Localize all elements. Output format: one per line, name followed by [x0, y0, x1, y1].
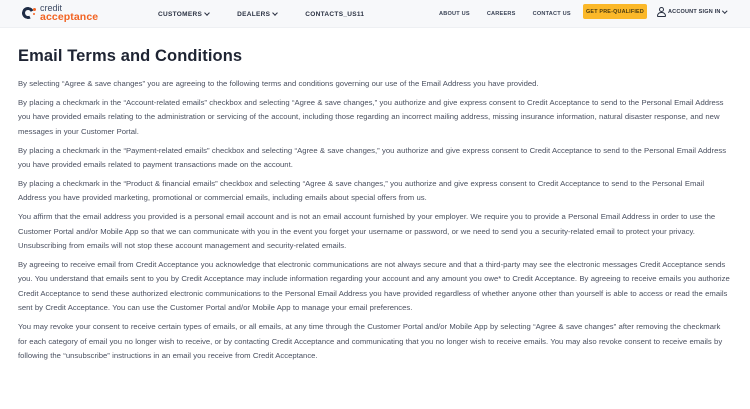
paragraph-payment-emails: By placing a checkmark in the “Payment-related emails” checkbox and selecting “Agree & save changes,” you authorize and give express consent to Credit Acceptance to send to the Personal Email Address you have provided emails related to payment transactions made on the account.	[18, 145, 727, 170]
account-sign-in-label: ACCOUNT SIGN IN	[668, 8, 721, 15]
account-sign-in-button[interactable]	[657, 4, 726, 19]
logo-text-acceptance: acceptance	[40, 11, 99, 23]
page-title: Email Terms and Conditions	[18, 47, 243, 65]
get-pre-qualified-button[interactable]: GET PRE-QUALIFIED	[583, 4, 647, 19]
credit-acceptance-logo[interactable]	[22, 4, 98, 21]
paragraph-intro: By selecting “Agree & save changes” you are agreeing to the following terms and conditions governing our use of the Email Address you have provided.	[18, 79, 539, 88]
chevron-down-icon	[272, 10, 278, 16]
paragraph-security-acknowledgement: By agreeing to receive email from Credit Acceptance you acknowledge that electronic communications are not always secure and that a third-party may see the electronic messages Credit Acceptance sends you. You understand that emails sent to you by Credit Acceptance may include information regarding your account and any amount you owe* to Credit Acceptance. By agreeing to receive emails you authorize Credit Acceptance to send these authorized electronic communications to the Personal Email Address you have provided regardless of whether anyone other than yourself is able to access or read the emails sent by Credit Acceptance. You can use the Customer Portal and/or Mobile App to manage your email preferences.	[18, 259, 730, 313]
paragraph-revoke-consent: You may revoke your consent to receive certain types of emails, or all emails, at any time through the Customer Portal and/or Mobile App by selecting “Agree & save changes” after removing the checkmark for each category of email you no longer wish to receive, or by contacting Credit Acceptance and communicating that you no longer wish to receive emails. You may also revoke consent to receive emails by following the “unsubscribe” instructions in an email you receive from Credit Acceptance.	[18, 322, 723, 360]
nav-customers[interactable]: CUSTOMERS	[158, 11, 209, 18]
chevron-down-icon	[722, 8, 727, 13]
nav-contacts[interactable]: CONTACTS_US11	[305, 10, 365, 18]
nav-dealers[interactable]: DEALERS	[237, 11, 277, 18]
nav-careers[interactable]: CAREERS	[486, 11, 516, 17]
site-header	[0, 0, 750, 28]
paragraph-account-emails: By placing a checkmark in the “Account-related emails” checkbox and selecting “Agree & save changes,” you authorize and give express consent to Credit Acceptance to send to the Personal Email Address you have provided emails relating to the administration or servicing of the account, including those regarding an incorrect mailing address, missing insurance information, natural disaster response, and new messages in your Customer Portal.	[18, 97, 724, 136]
chevron-down-icon	[204, 10, 210, 16]
paragraph-product-emails: By placing a checkmark in the “Product & financial emails” checkbox and selecting “Agree & save changes,” you authorize and give express consent to Credit Acceptance to send to the Personal Email Address you have provided marketing, promotional or commercial emails, including emails about special offers from us.	[18, 178, 705, 203]
nav-about-us[interactable]: ABOUT US	[439, 11, 470, 17]
logo-text-credit: credit	[40, 3, 63, 13]
logo-mark-icon	[22, 6, 36, 20]
paragraph-personal-email: You affirm that the email address you provided is a personal email account and is not an email account furnished by your employer. We require you to provide a Personal Email Address in order to use the Customer Portal and/or Mobile App so that we can communicate with you in the event you forget your username or password, or we need to send you a security-related email to protect your privacy. Unsubscribing from emails will not stop these account management and security-related emails.	[18, 212, 716, 251]
terms-content	[18, 46, 730, 368]
primary-nav	[158, 0, 392, 28]
user-icon	[657, 7, 666, 17]
nav-contact-us[interactable]: CONTACT US	[532, 11, 571, 17]
secondary-nav	[439, 0, 588, 28]
